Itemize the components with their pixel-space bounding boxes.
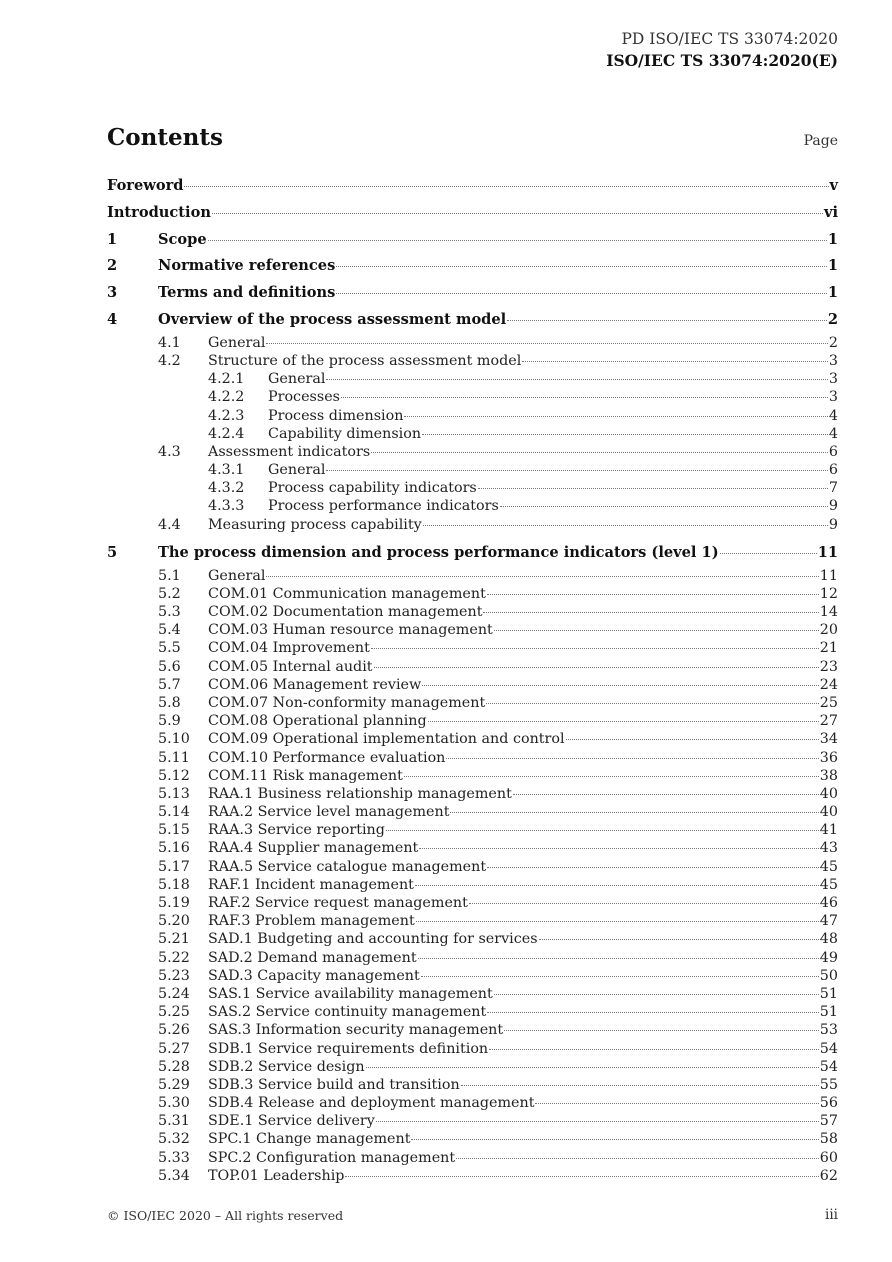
toc-dot-leader xyxy=(418,958,819,959)
toc-entry-title: SDB.1 Service requirements definition xyxy=(208,1040,489,1057)
toc-entry-title: Process capability indicators xyxy=(268,480,477,497)
toc-entry[interactable] xyxy=(107,894,838,912)
toc-entry-number: 5.24 xyxy=(158,985,190,1002)
toc-entry-title: RAF.3 Problem management xyxy=(208,913,415,930)
toc-dot-leader xyxy=(419,848,819,849)
toc-entry-page: 50 xyxy=(819,967,838,984)
toc-entry-number: 4 xyxy=(107,310,118,328)
toc-dot-leader xyxy=(422,434,828,435)
toc-entry-number: 5.23 xyxy=(158,967,190,984)
toc-dot-leader xyxy=(404,776,819,777)
toc-entry-number: 5.5 xyxy=(158,640,181,657)
toc-entry-number: 5.18 xyxy=(158,876,190,893)
toc-dot-leader xyxy=(371,648,819,649)
toc-entry-title: RAA.3 Service reporting xyxy=(208,822,385,839)
toc-entry-page: 53 xyxy=(819,1022,838,1039)
toc-entry-page: 41 xyxy=(819,822,838,839)
toc-entry-title: SDB.3 Service build and transition xyxy=(208,1076,460,1093)
toc-dot-leader xyxy=(376,1121,819,1122)
toc-entry-page: 40 xyxy=(819,804,838,821)
toc-entry-number: 4.2.3 xyxy=(208,407,245,424)
toc-entry[interactable] xyxy=(107,912,838,930)
toc-dot-leader xyxy=(500,506,828,507)
toc-entry-page: 14 xyxy=(819,604,838,621)
toc-entry-number: 5.25 xyxy=(158,1004,190,1021)
toc-entry[interactable] xyxy=(107,585,838,603)
toc-entry-page: 3 xyxy=(828,389,838,406)
toc-entry[interactable] xyxy=(107,639,838,657)
toc-entry-number: 5.33 xyxy=(158,1149,190,1166)
toc-entry-title: COM.11 Risk management xyxy=(208,767,403,784)
toc-entry-title: SAS.1 Service availability management xyxy=(208,985,493,1002)
toc-entry-page: 36 xyxy=(819,749,838,766)
toc-entry-title: General xyxy=(208,334,266,351)
toc-dot-leader xyxy=(371,452,828,453)
toc-entry[interactable] xyxy=(107,461,838,479)
toc-entry[interactable] xyxy=(107,930,838,948)
toc-entry[interactable] xyxy=(107,516,838,534)
toc-entry-number: 5.9 xyxy=(158,713,181,730)
toc-entry[interactable] xyxy=(107,858,838,876)
toc-entry-page: 9 xyxy=(828,516,838,533)
toc-entry-page: 23 xyxy=(819,658,838,675)
toc-entry-page: 9 xyxy=(828,498,838,515)
toc-dot-leader xyxy=(366,1067,819,1068)
toc-entry-title: RAA.2 Service level management xyxy=(208,804,450,821)
toc-entry-page: 1 xyxy=(827,257,838,275)
toc-entry-number: 3 xyxy=(107,284,118,302)
toc-entry-page: 6 xyxy=(828,462,838,479)
toc-entry[interactable] xyxy=(107,876,838,894)
toc-dot-leader xyxy=(423,525,828,526)
toc-entry[interactable] xyxy=(107,567,838,585)
toc-dot-leader xyxy=(720,553,817,554)
toc-entry-number: 5.22 xyxy=(158,949,190,966)
toc-entry-title: COM.03 Human resource management xyxy=(208,622,493,639)
toc-dot-leader xyxy=(212,213,823,214)
toc-entry-number: 5.11 xyxy=(158,749,190,766)
toc-entry-title: COM.08 Operational planning xyxy=(208,713,427,730)
toc-entry-title: COM.04 Improvement xyxy=(208,640,370,657)
toc-entry-page: 20 xyxy=(819,622,838,639)
toc-entry-number: 5.31 xyxy=(158,1113,190,1130)
toc-entry[interactable] xyxy=(107,425,838,443)
toc-entry-title: COM.10 Performance evaluation xyxy=(208,749,446,766)
toc-entry-title: Process dimension xyxy=(268,407,404,424)
toc-entry-page: 60 xyxy=(819,1149,838,1166)
toc-entry-number: 5.27 xyxy=(158,1040,190,1057)
toc-entry[interactable] xyxy=(107,749,838,767)
toc-entry-title: COM.09 Operational implementation and control xyxy=(208,731,565,748)
toc-entry-page: 54 xyxy=(819,1040,838,1057)
toc-entry-title: RAA.4 Supplier management xyxy=(208,840,419,857)
toc-entry-number: 5.15 xyxy=(158,822,190,839)
toc-entry[interactable] xyxy=(107,200,838,227)
toc-dot-leader xyxy=(416,921,819,922)
toc-entry-title: COM.05 Internal audit xyxy=(208,658,373,675)
toc-dot-leader xyxy=(336,266,827,267)
toc-entry[interactable] xyxy=(107,967,838,985)
toc-entry-title: SDB.4 Release and deployment management xyxy=(208,1095,535,1112)
toc-entry-page: 58 xyxy=(819,1131,838,1148)
toc-dot-leader xyxy=(456,1158,819,1159)
toc-dot-leader xyxy=(522,361,828,362)
toc-entry-title: RAA.1 Business relationship management xyxy=(208,785,512,802)
toc-dot-leader xyxy=(494,994,819,995)
toc-entry-page: vi xyxy=(823,203,838,221)
toc-dot-leader xyxy=(266,576,818,577)
toc-entry-page: 21 xyxy=(819,640,838,657)
toc-entry-title: SAD.3 Capacity management xyxy=(208,967,420,984)
toc-entry-title: Scope xyxy=(158,230,207,248)
toc-entry-page: 6 xyxy=(828,443,838,460)
toc-entry-number: 5.19 xyxy=(158,895,190,912)
toc-dot-leader xyxy=(446,758,818,759)
toc-dot-leader xyxy=(535,1103,818,1104)
toc-entry-title: COM.01 Communication management xyxy=(208,585,486,602)
toc-entry-page: 3 xyxy=(828,371,838,388)
toc-entry[interactable] xyxy=(107,621,838,639)
toc-entry[interactable] xyxy=(107,1021,838,1039)
table-of-contents xyxy=(107,173,838,1185)
toc-entry-number: 5.10 xyxy=(158,731,190,748)
toc-entry-title: Structure of the process assessment model xyxy=(208,352,522,369)
toc-dot-leader xyxy=(374,667,819,668)
toc-dot-leader xyxy=(566,739,819,740)
toc-dot-leader xyxy=(266,343,827,344)
toc-entry-page: 62 xyxy=(819,1167,838,1184)
toc-dot-leader xyxy=(208,240,827,241)
toc-dot-leader xyxy=(513,794,819,795)
toc-entry[interactable] xyxy=(107,1094,838,1112)
toc-entry-title: RAA.5 Service catalogue management xyxy=(208,858,487,875)
toc-entry[interactable] xyxy=(107,803,838,821)
toc-entry-page: 48 xyxy=(819,931,838,948)
toc-entry-number: 4.3 xyxy=(158,443,181,460)
toc-entry-number: 5.28 xyxy=(158,1058,190,1075)
toc-entry[interactable] xyxy=(107,443,838,461)
toc-dot-leader xyxy=(487,867,819,868)
toc-entry-number: 4.4 xyxy=(158,516,181,533)
toc-entry-title: RAF.2 Service request management xyxy=(208,895,468,912)
toc-entry-number: 5.17 xyxy=(158,858,190,875)
toc-entry[interactable] xyxy=(107,785,838,803)
header-standard-pd: PD ISO/IEC TS 33074:2020 xyxy=(621,30,838,48)
toc-dot-leader xyxy=(469,903,819,904)
page-column-label: Page xyxy=(803,133,838,149)
toc-entry-page: 11 xyxy=(817,543,838,561)
toc-dot-leader xyxy=(483,612,818,613)
toc-entry-page: 56 xyxy=(819,1095,838,1112)
toc-entry-title: Introduction xyxy=(107,203,211,221)
toc-entry[interactable] xyxy=(107,712,838,730)
toc-entry-number: 4.2 xyxy=(158,352,181,369)
toc-entry[interactable] xyxy=(107,985,838,1003)
toc-entry-page: 27 xyxy=(819,713,838,730)
toc-dot-leader xyxy=(184,186,828,187)
toc-entry-page: 57 xyxy=(819,1113,838,1130)
toc-entry-title: General xyxy=(268,462,326,479)
toc-dot-leader xyxy=(494,630,819,631)
toc-entry[interactable] xyxy=(107,603,838,621)
toc-entry[interactable] xyxy=(107,334,838,352)
toc-entry-page: 1 xyxy=(827,230,838,248)
toc-entry[interactable] xyxy=(107,658,838,676)
toc-entry-title: General xyxy=(268,371,326,388)
toc-dot-leader xyxy=(478,488,828,489)
contents-title: Contents xyxy=(107,124,223,151)
toc-entry-number: 5.1 xyxy=(158,567,181,584)
toc-entry-page: 47 xyxy=(819,913,838,930)
toc-dot-leader xyxy=(341,397,828,398)
toc-entry[interactable] xyxy=(107,676,838,694)
toc-entry[interactable] xyxy=(107,1040,838,1058)
toc-dot-leader xyxy=(404,416,827,417)
toc-entry-page: 25 xyxy=(819,694,838,711)
toc-entry-page: 46 xyxy=(819,895,838,912)
toc-entry-number: 4.2.4 xyxy=(208,425,245,442)
toc-entry-page: v xyxy=(829,177,838,194)
toc-entry-number: 2 xyxy=(107,257,118,275)
toc-dot-leader xyxy=(487,1012,819,1013)
toc-entry-number: 5.26 xyxy=(158,1022,190,1039)
toc-dot-leader xyxy=(326,470,827,471)
toc-entry-page: 1 xyxy=(827,284,838,302)
toc-entry[interactable] xyxy=(107,694,838,712)
toc-entry[interactable] xyxy=(107,497,838,515)
toc-entry-number: 5 xyxy=(107,543,118,561)
toc-dot-leader xyxy=(489,1049,819,1050)
toc-dot-leader xyxy=(411,1139,818,1140)
toc-entry-title: Terms and definitions xyxy=(158,284,336,302)
toc-entry-page: 34 xyxy=(819,731,838,748)
toc-entry-page: 40 xyxy=(819,785,838,802)
toc-entry[interactable] xyxy=(107,1076,838,1094)
toc-dot-leader xyxy=(421,976,819,977)
toc-entry-number: 5.7 xyxy=(158,676,181,693)
toc-entry-title: SAS.3 Information security management xyxy=(208,1022,504,1039)
toc-entry-number: 5.8 xyxy=(158,694,181,711)
toc-dot-leader xyxy=(507,320,827,321)
toc-dot-leader xyxy=(422,685,819,686)
toc-entry-number: 5.20 xyxy=(158,913,190,930)
toc-entry-page: 45 xyxy=(819,876,838,893)
toc-dot-leader xyxy=(415,885,819,886)
toc-dot-leader xyxy=(336,293,826,294)
toc-entry[interactable] xyxy=(107,821,838,839)
toc-entry-number: 4.3.1 xyxy=(208,462,245,479)
toc-entry-number: 1 xyxy=(107,230,118,248)
toc-entry-title: SAS.2 Service continuity management xyxy=(208,1004,487,1021)
toc-entry[interactable] xyxy=(107,949,838,967)
header-standard-iso: ISO/IEC TS 33074:2020(E) xyxy=(606,51,838,70)
toc-entry-number: 5.6 xyxy=(158,658,181,675)
toc-dot-leader xyxy=(539,939,819,940)
toc-entry-number: 5.3 xyxy=(158,604,181,621)
toc-entry-title: SAD.2 Demand management xyxy=(208,949,417,966)
footer-copyright: © ISO/IEC 2020 – All rights reserved xyxy=(107,1208,344,1223)
toc-entry[interactable] xyxy=(107,370,838,388)
toc-entry[interactable] xyxy=(107,388,838,406)
toc-entry-number: 5.30 xyxy=(158,1095,190,1112)
toc-entry-title: SDE.1 Service delivery xyxy=(208,1113,375,1130)
toc-entry-title: Capability dimension xyxy=(268,425,422,442)
toc-entry[interactable] xyxy=(107,1003,838,1021)
toc-entry-title: SDB.2 Service design xyxy=(208,1058,365,1075)
toc-entry-page: 54 xyxy=(819,1058,838,1075)
toc-entry[interactable] xyxy=(107,1130,838,1148)
toc-entry[interactable] xyxy=(107,1112,838,1130)
toc-entry-page: 49 xyxy=(819,949,838,966)
toc-entry-page: 55 xyxy=(819,1076,838,1093)
toc-entry-title: Foreword xyxy=(107,177,184,194)
toc-entry[interactable] xyxy=(107,407,838,425)
toc-dot-leader xyxy=(326,379,827,380)
toc-entry-number: 5.32 xyxy=(158,1131,190,1148)
toc-entry-title: The process dimension and process performance indicators (level 1) xyxy=(158,543,719,561)
toc-entry[interactable] xyxy=(107,479,838,497)
toc-entry-title: Processes xyxy=(268,389,341,406)
toc-entry-title: TOP.01 Leadership xyxy=(208,1167,345,1184)
toc-entry-page: 3 xyxy=(828,352,838,369)
toc-entry-number: 5.2 xyxy=(158,585,181,602)
toc-dot-leader xyxy=(504,1030,819,1031)
toc-entry-page: 12 xyxy=(819,585,838,602)
toc-entry[interactable] xyxy=(107,767,838,785)
toc-entry-title: COM.06 Management review xyxy=(208,676,422,693)
toc-entry[interactable] xyxy=(107,173,838,200)
toc-entry[interactable] xyxy=(107,730,838,748)
footer-page-number: iii xyxy=(825,1207,838,1223)
toc-dot-leader xyxy=(345,1176,818,1177)
toc-entry-page: 51 xyxy=(819,985,838,1002)
toc-dot-leader xyxy=(386,830,819,831)
toc-entry-title: SPC.1 Change management xyxy=(208,1131,411,1148)
toc-entry-title: Process performance indicators xyxy=(268,498,499,515)
toc-entry-page: 4 xyxy=(828,425,838,442)
toc-entry-title: RAF.1 Incident management xyxy=(208,876,414,893)
toc-entry-number: 4.1 xyxy=(158,334,181,351)
toc-entry-page: 2 xyxy=(827,310,838,328)
toc-entry[interactable] xyxy=(107,280,838,307)
toc-entry-number: 5.16 xyxy=(158,840,190,857)
toc-entry-page: 11 xyxy=(819,567,838,584)
toc-entry-title: Measuring process capability xyxy=(208,516,422,533)
toc-entry-page: 51 xyxy=(819,1004,838,1021)
toc-entry[interactable] xyxy=(107,352,838,370)
toc-entry-page: 7 xyxy=(828,480,838,497)
toc-entry[interactable] xyxy=(107,307,838,334)
toc-entry[interactable] xyxy=(107,227,838,254)
toc-entry-page: 45 xyxy=(819,858,838,875)
toc-entry[interactable] xyxy=(107,253,838,280)
toc-entry-title: Normative references xyxy=(158,257,336,275)
toc-dot-leader xyxy=(486,703,819,704)
toc-entry-title: Overview of the process assessment model xyxy=(158,310,507,328)
toc-entry-title: SPC.2 Configuration management xyxy=(208,1149,456,1166)
toc-entry[interactable] xyxy=(107,839,838,857)
toc-entry-title: COM.07 Non-conformity management xyxy=(208,694,486,711)
toc-entry-page: 24 xyxy=(819,676,838,693)
toc-entry-page: 2 xyxy=(828,334,838,351)
toc-entry[interactable] xyxy=(107,540,838,567)
toc-entry-title: Assessment indicators xyxy=(208,443,371,460)
toc-entry-page: 4 xyxy=(828,407,838,424)
toc-entry[interactable] xyxy=(107,1058,838,1076)
toc-entry-number: 5.12 xyxy=(158,767,190,784)
toc-entry-number: 5.4 xyxy=(158,622,181,639)
toc-entry-number: 5.34 xyxy=(158,1167,190,1184)
toc-entry-title: SAD.1 Budgeting and accounting for services xyxy=(208,931,538,948)
toc-entry-number: 5.14 xyxy=(158,804,190,821)
toc-entry[interactable] xyxy=(107,1167,838,1185)
toc-entry-title: General xyxy=(208,567,266,584)
toc-entry-number: 5.29 xyxy=(158,1076,190,1093)
toc-entry-page: 43 xyxy=(819,840,838,857)
toc-entry-title: COM.02 Documentation management xyxy=(208,604,483,621)
toc-dot-leader xyxy=(428,721,819,722)
toc-entry-number: 4.2.1 xyxy=(208,371,245,388)
toc-entry-number: 4.2.2 xyxy=(208,389,245,406)
toc-dot-leader xyxy=(461,1085,819,1086)
toc-dot-leader xyxy=(487,594,819,595)
toc-entry-page: 38 xyxy=(819,767,838,784)
toc-dot-leader xyxy=(450,812,818,813)
toc-entry-number: 4.3.2 xyxy=(208,480,245,497)
toc-entry-number: 4.3.3 xyxy=(208,498,245,515)
toc-entry[interactable] xyxy=(107,1149,838,1167)
toc-entry-number: 5.13 xyxy=(158,785,190,802)
toc-entry-number: 5.21 xyxy=(158,931,190,948)
